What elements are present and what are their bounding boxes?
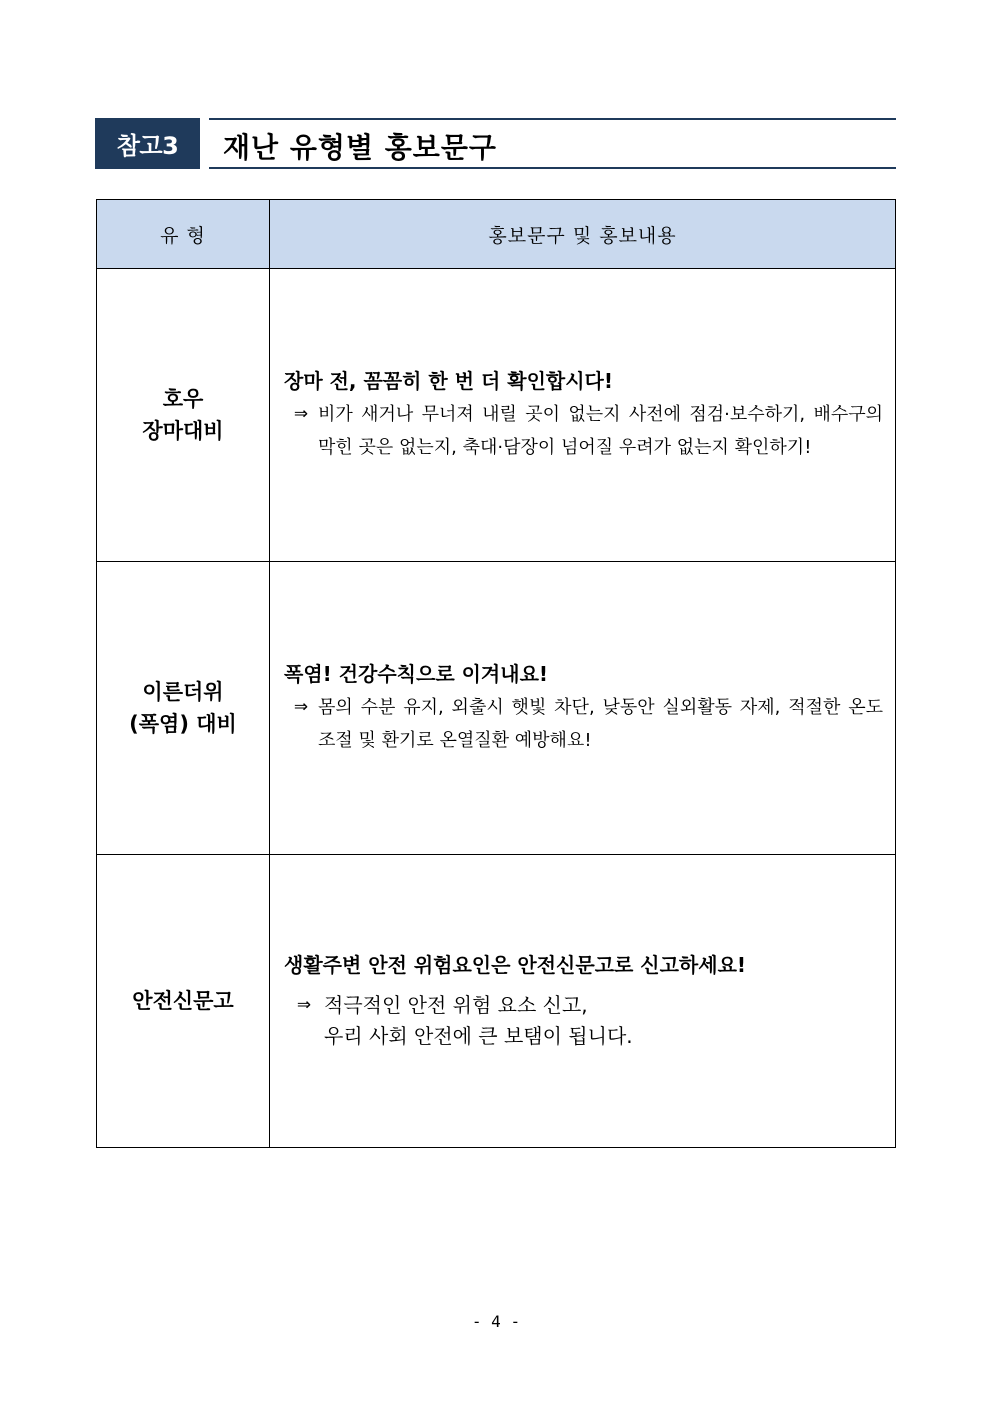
disaster-type-line: 이른더위	[142, 680, 224, 704]
slogan: 폭염! 건강수칙으로 이겨내요!	[284, 662, 549, 686]
reference-badge: 참고3	[95, 118, 200, 169]
promotion-content-cell	[270, 562, 896, 855]
promotion-content-cell	[270, 269, 896, 562]
title-frame	[209, 118, 896, 169]
slogan: 장마 전, 꼼꼼히 한 번 더 확인합시다!	[284, 369, 613, 393]
section-header	[95, 118, 896, 169]
column-header-content: 홍보문구 및 홍보내용	[270, 200, 896, 269]
disaster-type-line: 안전신문고	[132, 989, 234, 1013]
table-row	[97, 269, 896, 562]
implies-arrow-icon: ⇒	[293, 697, 309, 717]
disaster-type-line: 장마대비	[142, 419, 224, 443]
promotion-content-cell	[270, 855, 896, 1148]
disaster-type-cell	[97, 855, 270, 1148]
detail-text	[324, 990, 883, 1052]
table-row	[97, 855, 896, 1148]
detail-line: 적극적인 안전 위험 요소 신고,	[324, 993, 588, 1017]
column-header-type: 유 형	[97, 200, 270, 269]
table-row	[97, 562, 896, 855]
implies-arrow-icon: ⇒	[296, 995, 312, 1015]
detail-item	[284, 990, 883, 1052]
promotion-table	[96, 199, 896, 1148]
disaster-type-line: (폭염) 대비	[129, 712, 237, 736]
slogan: 생활주변 안전 위험요인은 안전신문고로 신고하세요!	[284, 953, 747, 977]
detail-text: 몸의 수분 유지, 외출시 햇빛 차단, 낮동안 실외활동 자제, 적절한 온도 조절 및 환기로 온열질환 예방해요!	[318, 697, 883, 751]
table-header-row	[97, 200, 896, 269]
detail-line: 우리 사회 안전에 큰 보탬이 됩니다.	[324, 1024, 633, 1048]
detail-item	[284, 398, 883, 464]
disaster-type-cell	[97, 269, 270, 562]
detail-text: 비가 새거나 무너져 내릴 곳이 없는지 사전에 점검·보수하기, 배수구의 막힌 곳은 없는지, 축대·담장이 넘어질 우려가 없는지 확인하기!	[318, 404, 883, 458]
disaster-type-line: 호우	[162, 387, 204, 411]
page-number: - 4 -	[471, 1312, 521, 1331]
implies-arrow-icon: ⇒	[293, 404, 309, 424]
detail-item	[284, 691, 883, 757]
disaster-type-cell	[97, 562, 270, 855]
page-title: 재난 유형별 홍보문구	[223, 131, 497, 164]
